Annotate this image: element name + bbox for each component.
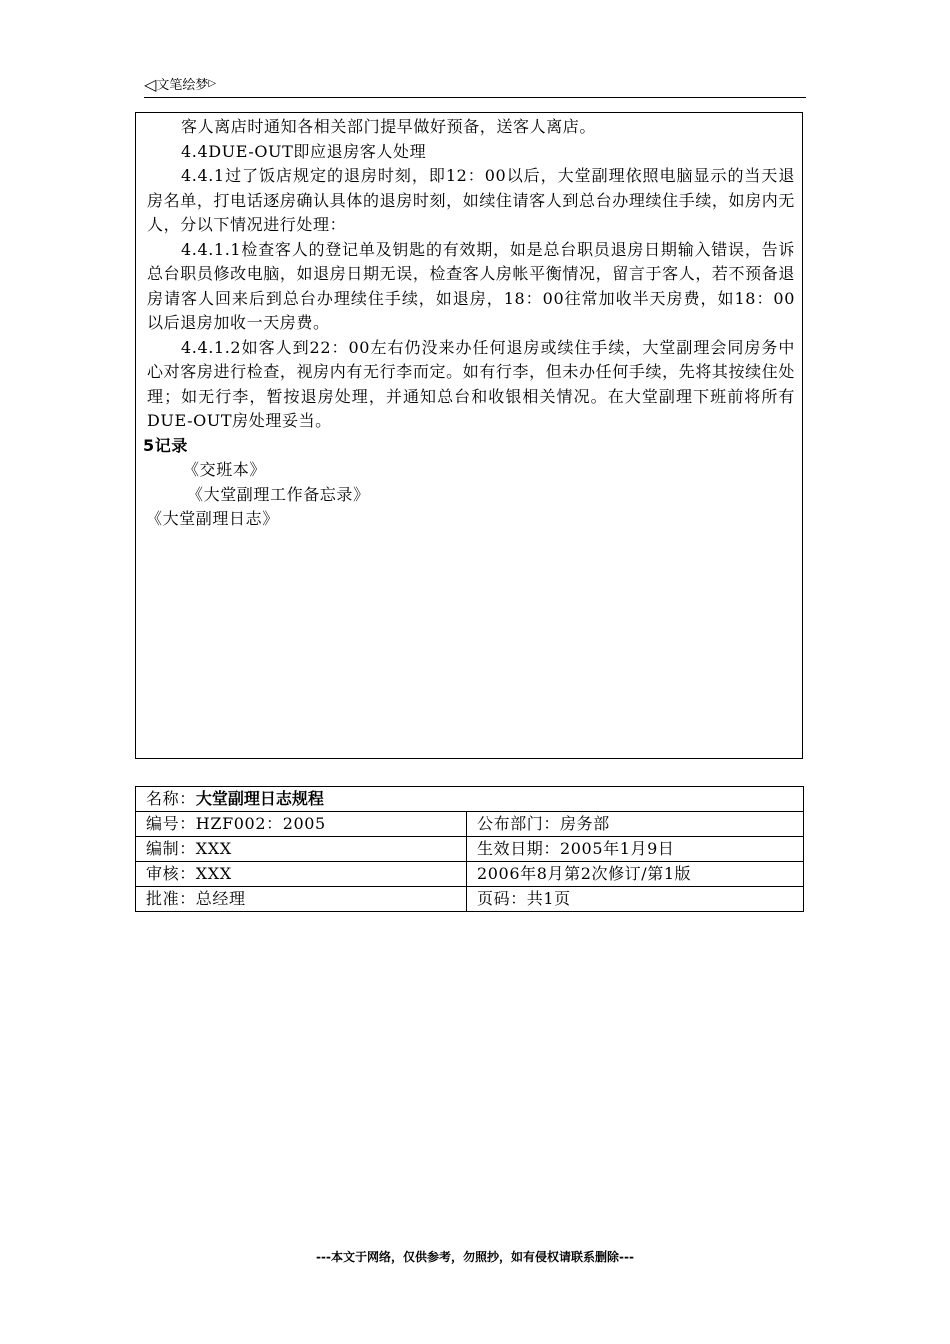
header-title: 文笔绘梦 [156,78,209,93]
paragraph-4-4-1-2: 4.4.1.2如客人到22：00左右仍没来办任何退房或续住手续，大堂副理会同房务中心对客房进行检查，视房内有无行李而定。如有行李，但未办任何手续，先将其按续住处理；如无行李，暂按退房处理，并通知总台和收银相关情况。在大堂副理下班前将所有DUE-OUT房处理妥当。 [147,337,795,430]
table-row [136,787,804,812]
record-item-handover-book: 《交班本》 [183,460,267,479]
department-cell: 公布部门：房务部 [467,812,804,837]
header-divider [144,97,806,98]
document-header [144,74,216,96]
content-body [143,115,795,532]
code-cell: 编号：HZF002：2005 [136,812,467,837]
name-label: 名称： [146,789,196,808]
page-count-cell: 页码：共1页 [467,887,804,912]
paragraph-4-4-1-1: 4.4.1.1检查客人的登记单及钥匙的有效期，如是总台职员退房日期输入错误，告诉总台职员修改电脑，如退房日期无误，检查客人房帐平衡情况，留言于客人，若不预备退房请客人回来后到总台办理续住手续，如退房，18：00往常加收半天房费，如18：00以后退房加收一天房费。 [147,239,795,332]
approver-cell: 批准：总经理 [136,887,467,912]
reviewer-cell: 审核：XXX [136,862,467,887]
table-row [136,837,804,862]
paragraph-due-out-heading: 4.4DUE-OUT即应退房客人处理 [181,141,427,161]
name-cell [136,787,804,812]
record-item-log: 《大堂副理日志》 [146,509,279,528]
revision-cell: 2006年8月第2次修订/第1版 [467,862,804,887]
document-info-table [135,786,804,912]
paragraph-departure-notice: 客人离店时通知各相关部门提早做好预备，送客人离店。 [181,117,597,136]
paragraph-4-4-1: 4.4.1过了饭店规定的退房时刻，即12：00以后，大堂副理依照电脑显示的当天退房名单，打电话逐房确认具体的退房时刻，如续住请客人到总台办理续住手续，如房内无人，分以下情况进行处理： [147,166,795,234]
left-triangle-icon: ◁ [144,75,157,94]
table-row [136,862,804,887]
author-cell: 编制：XXX [136,837,467,862]
footer-disclaimer: ---本文于网络，仅供参考，勿照抄，如有侵权请联系删除--- [316,1250,634,1264]
table-row [136,812,804,837]
right-triangle-icon: ▷ [208,78,217,89]
table-row [136,887,804,912]
section-title-records: 5记录 [143,435,188,455]
record-item-work-memo: 《大堂副理工作备忘录》 [187,484,370,504]
effective-date-cell: 生效日期：2005年1月9日 [467,837,804,862]
name-value: 大堂副理日志规程 [195,789,324,808]
content-box [135,112,803,759]
